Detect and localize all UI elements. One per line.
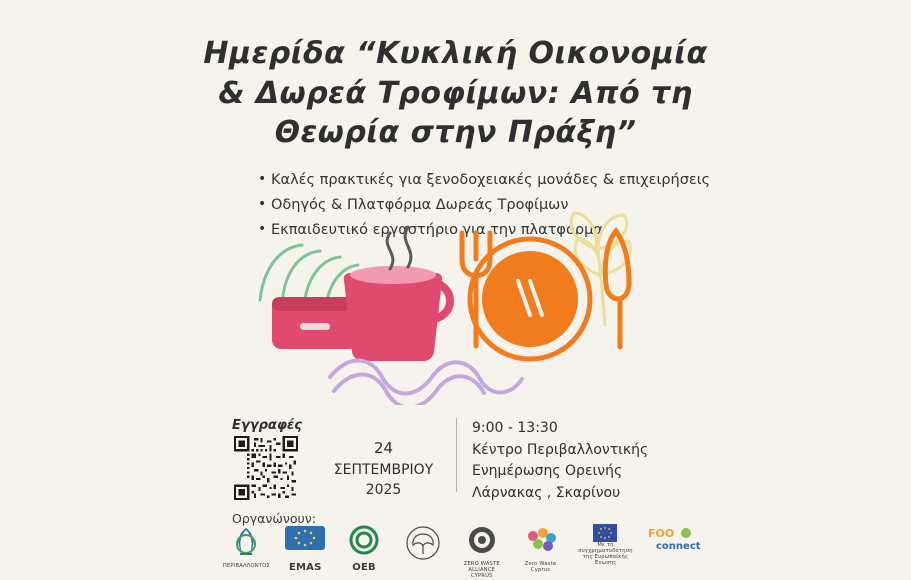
title-line-3: Θεωρία στην Πράξη” xyxy=(274,115,637,151)
logo-emas xyxy=(281,524,330,573)
qr-code[interactable] xyxy=(234,436,298,500)
registration-label: Εγγραφές xyxy=(232,418,302,433)
list-item: • Οδηγός & Πλατφόρμα Δωρεάς Τροφίμων xyxy=(258,193,710,218)
event-month-year: ΣΕΠΤΕΜΒΡΙΟΥ 2025 xyxy=(333,461,434,499)
logo-caption: ZERO WASTE ALLIANCE CYPRUS xyxy=(463,560,500,579)
svg-text:FOO: FOO xyxy=(648,527,675,540)
divider xyxy=(456,418,457,492)
logo-caption: Zero Waste Cyprus xyxy=(524,560,557,573)
venue-line-3: Λάρνακας , Σκαρίνου xyxy=(472,485,621,502)
logo-zero-waste-alliance-cyprus xyxy=(457,524,506,580)
logo-eu-funding xyxy=(575,524,636,567)
logo-caption: ΟΕΒ xyxy=(352,561,376,573)
list-item: • Εκπαιδευτικό εργαστήριο για την πλατφόρμα xyxy=(258,218,710,243)
event-date xyxy=(316,438,451,500)
event-info xyxy=(232,418,682,502)
logo-food-bank xyxy=(398,524,447,568)
title-line-1: Ημερίδα “Κυκλική Οικονομία xyxy=(203,36,708,71)
organisers-label: Οργανώνουν: xyxy=(232,511,316,526)
event-time: 9:00 - 13:30 xyxy=(472,420,558,436)
logo-zero-waste-cyprus xyxy=(516,524,565,574)
venue-line-1: Κέντρο Περιβαλλοντικής xyxy=(472,441,649,458)
logo-caption: EMAS xyxy=(288,561,322,573)
list-item: • Καλές πρακτικές για ξενοδοχειακές μονάδες & επιχειρήσεις xyxy=(258,168,710,193)
logo-caption: ΠΕΡΙΒΑΛΛΟΝΤΟΣ xyxy=(222,562,270,569)
logo-oeb xyxy=(340,524,389,573)
event-venue xyxy=(472,418,648,505)
food-illustration xyxy=(230,205,700,405)
venue-line-2: Ενημέρωσης Ορεινής xyxy=(472,463,623,480)
logo-perivallontos xyxy=(222,524,271,570)
svg-text:connect: connect xyxy=(656,541,701,552)
title-line-2: & Δωρεά Τροφίμων: Από τη xyxy=(218,75,693,111)
organiser-logos xyxy=(222,524,702,580)
logo-caption: Με τη συγχρηματοδότηση της Ευρωπαϊκής Ένωσης xyxy=(578,542,633,566)
logo-food-connect xyxy=(646,524,702,557)
event-day: 24 xyxy=(373,439,394,457)
page-title xyxy=(0,34,911,153)
